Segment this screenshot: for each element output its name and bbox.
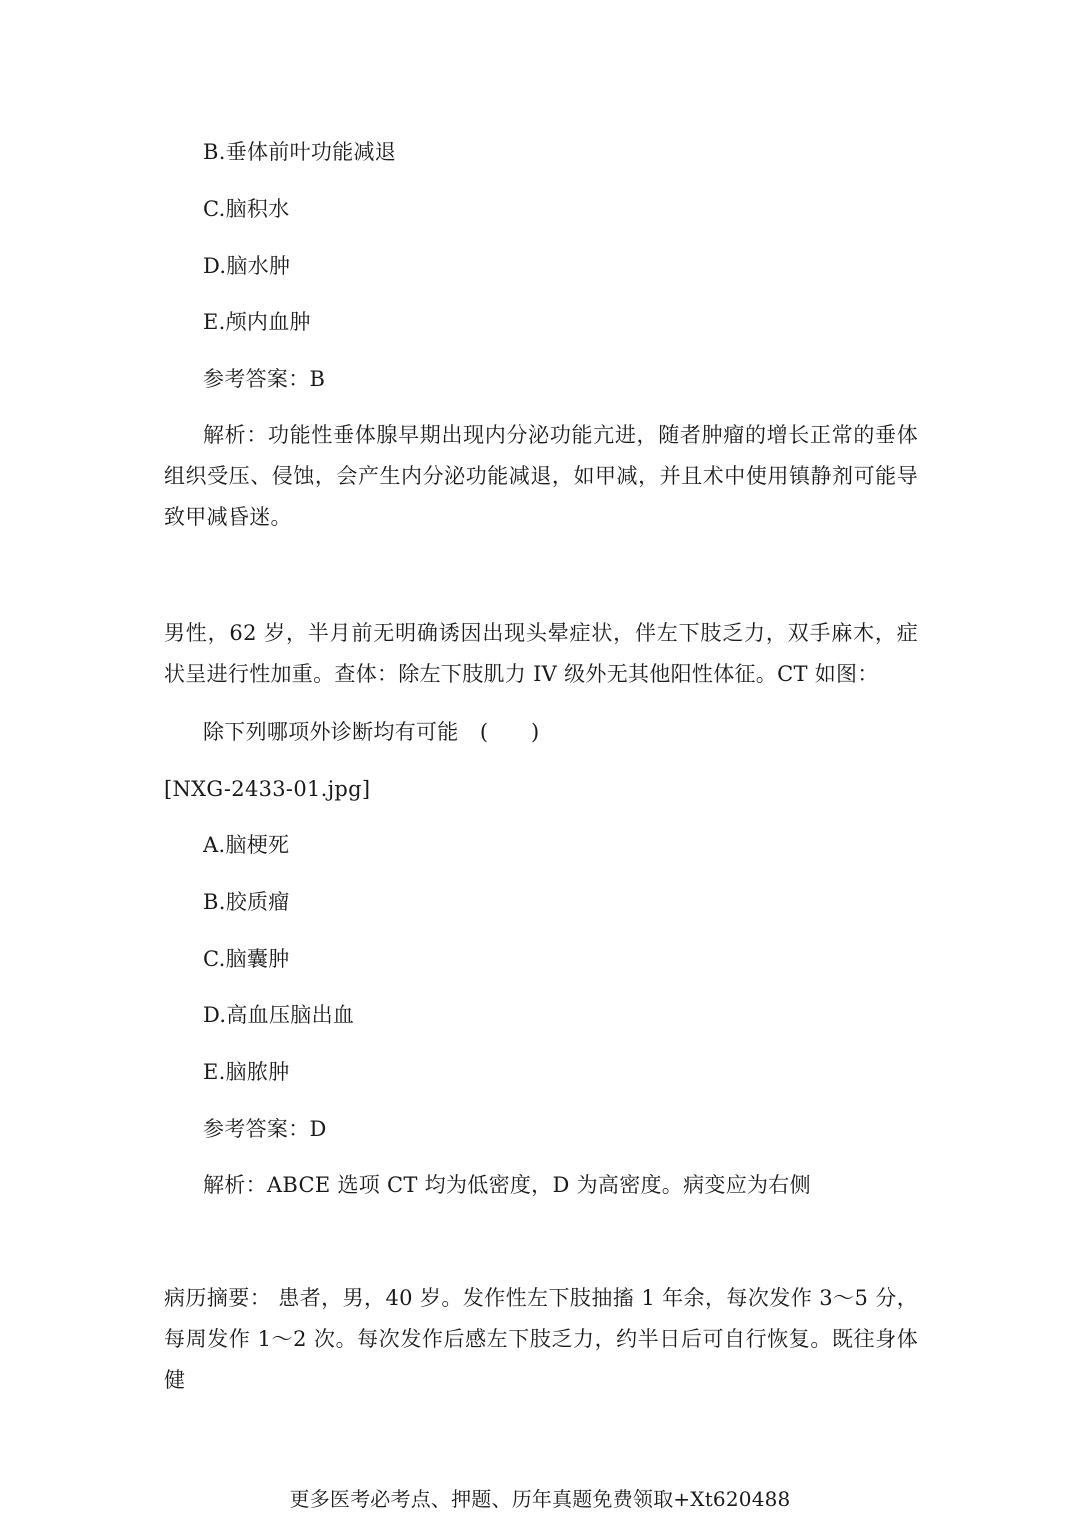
q2-option-c: C.脑囊肿 bbox=[203, 947, 290, 971]
q2-stem: 男性，62 岁，半月前无明确诱因出现头晕症状，伴左下肢乏力，双手麻木，症状呈进行性加重。查体：除左下肢肌力 IV 级外无其他阳性体征。CT 如图： bbox=[164, 621, 918, 686]
q1-option-d: D.脑水肿 bbox=[203, 254, 291, 278]
q2-option-a: A.脑梗死 bbox=[203, 833, 290, 857]
q2-answer: 参考答案：D bbox=[203, 1117, 327, 1141]
q3-stem: 病历摘要： 患者，男，40 岁。发作性左下肢抽搐 1 年余，每次发作 3～5 分，每周发作 1～2 次。每次发作后感左下肢乏力，约半日后可自行恢复。既往身体健 bbox=[164, 1286, 918, 1392]
q1-option-c: C.脑积水 bbox=[203, 197, 290, 221]
q2-question: 除下列哪项外诊断均有可能 ( ) bbox=[203, 720, 540, 744]
q1-answer: 参考答案：B bbox=[203, 367, 326, 391]
q2-analysis: 解析：ABCE 选项 CT 均为低密度，D 为高密度。病变应为右侧 bbox=[203, 1173, 811, 1197]
q2-option-b: B.胶质瘤 bbox=[203, 890, 290, 914]
footer-promo-text: 更多医考必考点、押题、历年真题免费领取+Xt620488 bbox=[289, 1487, 791, 1511]
q1-analysis: 解析：功能性垂体腺早期出现内分泌功能亢进，随者肿瘤的增长正常的垂体组织受压、侵蚀，会产生内分泌功能减退，如甲减，并且术中使用镇静剂可能导致甲减昏迷。 bbox=[164, 423, 918, 529]
q2-option-d: D.高血压脑出血 bbox=[203, 1003, 355, 1027]
q1-option-e: E.颅内血肿 bbox=[203, 310, 311, 334]
q1-option-b: B.垂体前叶功能减退 bbox=[203, 140, 397, 164]
q2-option-e: E.脑脓肿 bbox=[203, 1060, 290, 1084]
q2-image-reference: [NXG-2433-01.jpg] bbox=[164, 777, 371, 801]
